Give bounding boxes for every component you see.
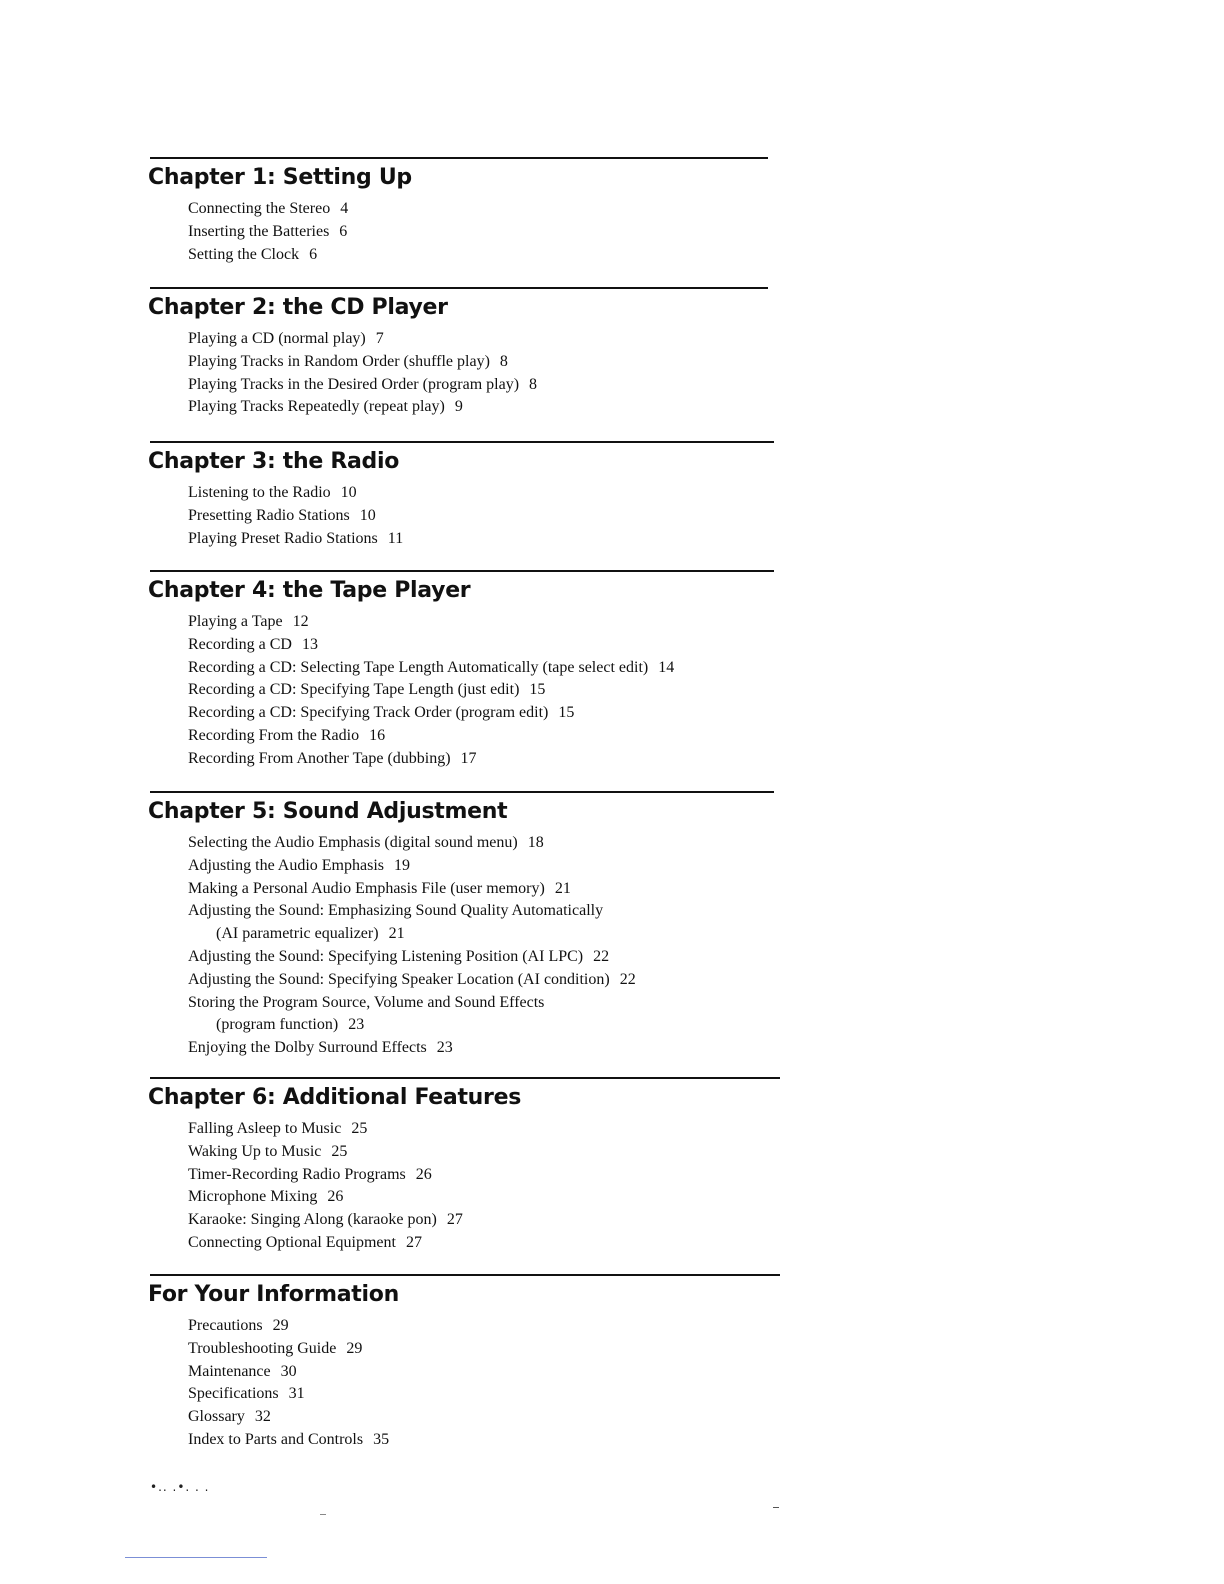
toc-section-chapter-2 [148,287,778,419]
toc-entry[interactable] [188,969,778,992]
toc-section-chapter-5 [148,791,778,1060]
toc-entry[interactable] [188,1338,778,1361]
toc-entry-continuation[interactable] [188,1014,778,1037]
toc-section-chapter-1 [148,157,778,266]
entry-title: Falling Asleep to Music [188,1120,342,1137]
entry-page: 8 [499,352,508,370]
entry-page: 6 [309,245,318,263]
entry-page: 11 [387,529,404,547]
entry-list [188,482,778,550]
entry-page: 31 [288,1385,305,1403]
entry-list [188,328,778,419]
entry-page: 26 [415,1165,432,1183]
entry-title: Recording From the Radio [188,726,360,744]
entry-title: (AI parametric equalizer) [216,925,379,943]
section-rule [150,287,768,289]
entry-page: 27 [405,1233,422,1251]
entry-title: Storing the Program Source, Volume and Sound Effects [188,993,545,1011]
section-rule [150,157,768,159]
entry-title: Index to Parts and Controls [188,1430,364,1448]
entry-page: 4 [340,200,349,217]
entry-title: Making a Personal Audio Emphasis File (user memory) [188,879,545,897]
toc-entry[interactable] [188,992,778,1015]
entry-page: 25 [351,1120,368,1137]
toc-entry[interactable] [188,679,778,702]
entry-title: Precautions [188,1317,263,1334]
toc-entry[interactable] [188,1164,778,1187]
toc-entry[interactable] [188,725,778,748]
entry-title: Recording a CD: Specifying Tape Length (just edit) [188,681,520,699]
toc-entry[interactable] [188,1118,778,1141]
entry-title: Adjusting the Sound: Specifying Speaker Location (AI condition) [188,970,610,988]
entry-title: Troubleshooting Guide [188,1339,337,1357]
entry-page: 32 [254,1408,271,1426]
entry-page: 21 [554,879,571,897]
entry-page: 17 [460,749,477,767]
footer-scan-mark: •.. .•. . . [150,1480,210,1494]
scan-artifact-dash [773,1507,779,1508]
toc-section-chapter-6 [148,1077,778,1255]
entry-title: Enjoying the Dolby Surround Effects [188,1039,427,1057]
toc-entry[interactable] [188,611,778,634]
entry-title: Playing a Tape [188,613,283,630]
toc-entry[interactable] [188,482,778,505]
entry-title: Maintenance [188,1362,271,1380]
entry-page: 13 [301,635,318,653]
entry-page: 22 [619,970,636,988]
entry-title: Inserting the Batteries [188,222,330,240]
entry-title: Recording a CD [188,635,292,653]
toc-entry[interactable] [188,1406,778,1429]
entry-list [188,1315,778,1452]
entry-title: Setting the Clock [188,245,300,263]
entry-page: 15 [529,681,546,699]
entry-title: Playing Tracks in the Desired Order (program play) [188,375,520,393]
entry-page: 22 [593,947,610,965]
entry-page: 35 [373,1430,390,1448]
entry-page: 8 [529,375,538,393]
chapter-heading: Chapter 6: Additional Features [148,1085,522,1110]
entry-list [188,611,778,771]
chapter-heading: Chapter 4: the Tape Player [148,578,471,603]
scan-artifact-line [125,1557,267,1558]
entry-page: 29 [346,1339,363,1357]
entry-title: Waking Up to Music [188,1142,322,1160]
entry-title: Selecting the Audio Emphasis (digital sound menu) [188,834,518,851]
entry-page: 21 [388,925,405,943]
entry-title: Adjusting the Audio Emphasis [188,856,384,874]
entry-title: Playing Tracks in Random Order (shuffle play) [188,352,490,370]
entry-page: 10 [340,484,357,501]
toc-entry[interactable] [188,1141,778,1164]
toc-section-chapter-3 [148,441,778,550]
entry-page: 12 [292,613,309,630]
entry-page: 18 [527,834,544,851]
toc-entry[interactable] [188,946,778,969]
section-rule [150,570,774,572]
toc-entry[interactable] [188,1315,778,1338]
entry-title: Adjusting the Sound: Specifying Listening Position (AI LPC) [188,947,584,965]
toc-entry[interactable] [188,634,778,657]
toc-entry[interactable] [188,1186,778,1209]
scan-artifact-dash [320,1514,326,1515]
toc-entry-continuation[interactable] [188,923,778,946]
toc-entry[interactable] [188,878,778,901]
section-rule [150,1077,780,1079]
toc-entry[interactable] [188,1361,778,1384]
toc-entry[interactable] [188,832,778,855]
entry-page: 15 [558,704,575,722]
toc-entry[interactable] [188,221,778,244]
toc-section-chapter-4 [148,570,778,771]
toc-entry[interactable] [188,351,778,374]
entry-title: Connecting the Stereo [188,200,331,217]
entry-title: Recording a CD: Specifying Track Order (program edit) [188,704,549,722]
entry-title: (program function) [216,1016,339,1034]
chapter-heading: For Your Information [148,1282,399,1307]
toc-entry[interactable] [188,748,778,771]
entry-title: Playing a CD (normal play) [188,330,366,347]
entry-title: Karaoke: Singing Along (karaoke pon) [188,1211,437,1229]
entry-page: 6 [339,222,348,240]
entry-title: Adjusting the Sound: Emphasizing Sound Quality Automatically [188,902,604,920]
toc-entry[interactable] [188,505,778,528]
entry-title: Presetting Radio Stations [188,506,350,524]
section-rule [150,441,774,443]
toc-entry[interactable] [188,1037,778,1060]
entry-page: 10 [359,506,376,524]
toc-entry[interactable] [188,198,778,221]
chapter-heading: Chapter 5: Sound Adjustment [148,799,508,824]
entry-page: 16 [369,726,386,744]
entry-page: 27 [446,1211,463,1229]
entry-list [188,832,778,1060]
toc-entry[interactable] [188,244,778,267]
entry-title: Playing Tracks Repeatedly (repeat play) [188,398,445,416]
entry-title: Microphone Mixing [188,1188,318,1206]
entry-page: 19 [394,856,410,874]
toc-entry[interactable] [188,374,778,397]
toc-entry[interactable] [188,528,778,551]
entry-page: 14 [658,658,675,676]
entry-title: Timer-Recording Radio Programs [188,1165,406,1183]
entry-title: Listening to the Radio [188,484,331,501]
entry-title: Glossary [188,1408,245,1426]
toc-entry[interactable] [188,702,778,725]
chapter-heading: Chapter 2: the CD Player [148,295,448,320]
chapter-heading: Chapter 1: Setting Up [148,165,412,190]
toc-entry[interactable] [188,396,778,419]
toc-entry[interactable] [188,328,778,351]
entry-page: 29 [272,1317,289,1334]
toc-entry[interactable] [188,1429,778,1452]
section-rule [150,791,774,793]
entry-page: 25 [331,1142,348,1160]
entry-list [188,198,778,266]
entry-page: 26 [327,1188,344,1206]
entry-page: 9 [454,398,463,416]
chapter-heading: Chapter 3: the Radio [148,449,400,474]
toc-entry[interactable] [188,1383,778,1406]
entry-page: 23 [436,1039,453,1057]
toc-entry[interactable] [188,855,778,878]
toc-entry[interactable] [188,900,778,923]
entry-page: 30 [280,1362,297,1380]
entry-title: Recording a CD: Selecting Tape Length Automatically (tape select edit) [188,658,649,676]
section-rule [150,1274,780,1276]
entry-title: Connecting Optional Equipment [188,1233,396,1251]
entry-page: 23 [348,1016,365,1034]
entry-title: Recording From Another Tape (dubbing) [188,749,451,767]
toc-entry[interactable] [188,1209,778,1232]
entry-title: Playing Preset Radio Stations [188,529,378,547]
toc-entry[interactable] [188,1232,778,1255]
entry-title: Specifications [188,1385,279,1403]
toc-entry[interactable] [188,657,778,680]
entry-page: 7 [375,330,384,347]
toc-section-for-your-information [148,1274,778,1452]
entry-list [188,1118,778,1255]
